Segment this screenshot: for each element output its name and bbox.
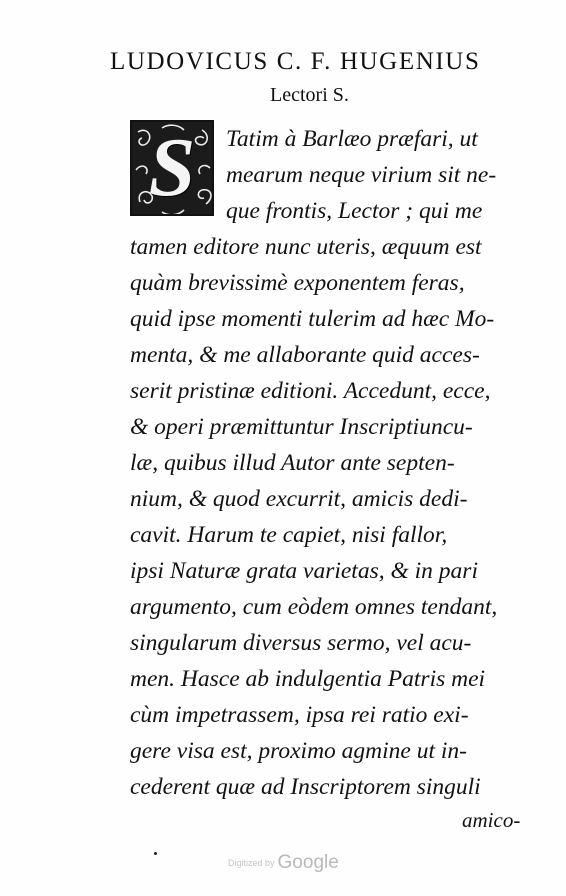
text-line: singularum diversus sermo, vel acu- [130, 630, 472, 656]
text-line: cederent quæ ad Inscriptorem singuli [130, 774, 481, 800]
text-line: gere visa est, proximo agmine ut in- [130, 738, 467, 764]
text-line: que frontis, Lector ; qui me [226, 198, 483, 224]
page-heading: LUDOVICUS C. F. HUGENIUS [110, 48, 481, 75]
catchword: amico- [462, 808, 521, 832]
text-line: men. Hasce ab indulgentia Patris mei [130, 666, 486, 692]
text-line: tamen editore nunc uteris, æquum est [130, 234, 482, 260]
text-line: nium, & quod excurrit, amicis dedi- [130, 486, 468, 512]
watermark-brand: Google [277, 852, 339, 873]
text-line: cùm impetrassem, ipsa rei ratio exi- [130, 702, 469, 728]
text-line: menta, & me allaborante quid acces- [130, 342, 480, 368]
text-line: & operi præmittuntur Inscriptiuncu- [130, 414, 473, 440]
text-line: serit pristinæ editioni. Accedunt, ecce, [130, 378, 491, 404]
digitization-watermark [228, 852, 339, 874]
text-line: argumento, cum eòdem omnes tendant, [130, 594, 498, 620]
page-subheading: Lectori S. [270, 84, 349, 106]
ink-speck [154, 852, 157, 855]
watermark-prefix: Digitized by [228, 857, 275, 868]
initial-letter: S [148, 121, 196, 214]
text-line: mearum neque virium sit ne- [226, 162, 497, 188]
decorated-initial [130, 120, 214, 216]
text-line: ipsi Naturæ grata varietas, & in pari [130, 558, 478, 584]
text-line: læ, quibus illud Autor ante septen- [130, 450, 455, 476]
text-line: Tatim à Barlæo præfari, ut [226, 126, 478, 152]
text-line: quid ipse momenti tulerim ad hæc Mo- [130, 306, 495, 332]
text-line: cavit. Harum te capiet, nisi fallor, [130, 522, 448, 548]
text-line: quàm brevissimè exponentem feras, [130, 270, 465, 296]
